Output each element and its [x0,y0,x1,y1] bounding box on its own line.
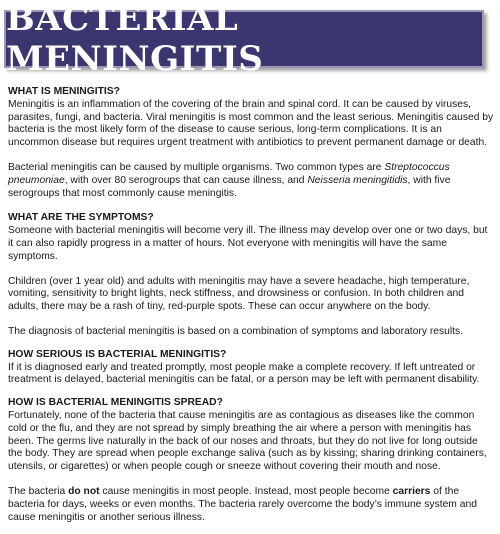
section-heading-spread: HOW IS BACTERIAL MENINGITIS SPREAD? [8,397,223,409]
paragraph-what-is: Meningitis is an inflammation of the covering of the brain and spinal cord. It can be caused by viruses, parasites, fungi, and bacteria. Viral meningitis is most common and the least serious. Meningitis caused by bacteria is the most likely form of the disease to cause serious, long-term complications. It is an uncommon disease but requires urgent treatment with antibiotics to prevent permanent damage or death. [8,98,494,149]
paragraph-diagnosis: The diagnosis of bacterial meningitis is based on a combination of symptoms and laboratory results. [8,325,464,337]
section-heading-what-is: WHAT IS MENINGITIS? [8,86,120,97]
emphasis-carriers: carriers [392,485,431,497]
section-heading-serious: HOW SERIOUS IS BACTERIAL MENINGITIS? [8,348,227,360]
document-body [8,86,494,524]
emphasis-do-not: do not [68,485,100,497]
title-banner [4,0,484,79]
paragraph-symptoms-onset: Someone with bacterial meningitis will become very ill. The illness may develop over one or two days, but it can also rapidly progress in a matter of hours. Not everyone with meningitis will have the same symptoms. [8,225,488,262]
paragraph-organisms: Bacterial meningitis can be caused by multiple organisms. Two common types are Streptococcus pneumoniae, with over 80 serogroups that can cause illness, and Neisseria meningitidis, with five serogroups that most commonly cause meningitis. [8,161,451,199]
page-title: BACTERIAL MENINGITIS [6,0,264,79]
section-heading-symptoms: WHAT ARE THE SYMPTOMS? [8,212,154,224]
organism-name-neisseria: Neisseria meningitidis [307,174,408,186]
paragraph-spread: Fortunately, none of the bacteria that cause meningitis are as contagious as diseases like the common cold or the flu, and they are not spread by simply breathing the air where a person with meningitis has been. The germs live naturally in the back of our noses and throats, but they do not live for long outside the body. They are spread when people exchange saliva (such as by kissing; sharing drinking containers, utensils, or cigarettes) or when people cough or sneeze without covering their mouth and nose. [8,409,487,473]
paragraph-serious: If it is diagnosed early and treated promptly, most people make a complete recovery. If left untreated or treatment is delayed, bacterial meningitis can be fatal, or a person may be left with permanent disability. [8,361,480,386]
organism-name-streptococcus: Streptococcus pneumoniae [8,161,450,186]
paragraph-carriers: The bacteria do not cause meningitis in most people. Instead, most people become carriers of the bacteria for days, weeks or even months. The bacteria rarely overcome the body’s immune system and cause meningitis or another serious illness. [8,485,477,523]
paragraph-symptoms-list: Children (over 1 year old) and adults with meningitis may have a severe headache, high temperature, vomiting, sensitivity to bright lights, neck stiffness, and drowsiness or confusion. In both children and adults, there may be a rash of tiny, red-purple spots. These can occur anywhere on the body. [8,275,470,313]
